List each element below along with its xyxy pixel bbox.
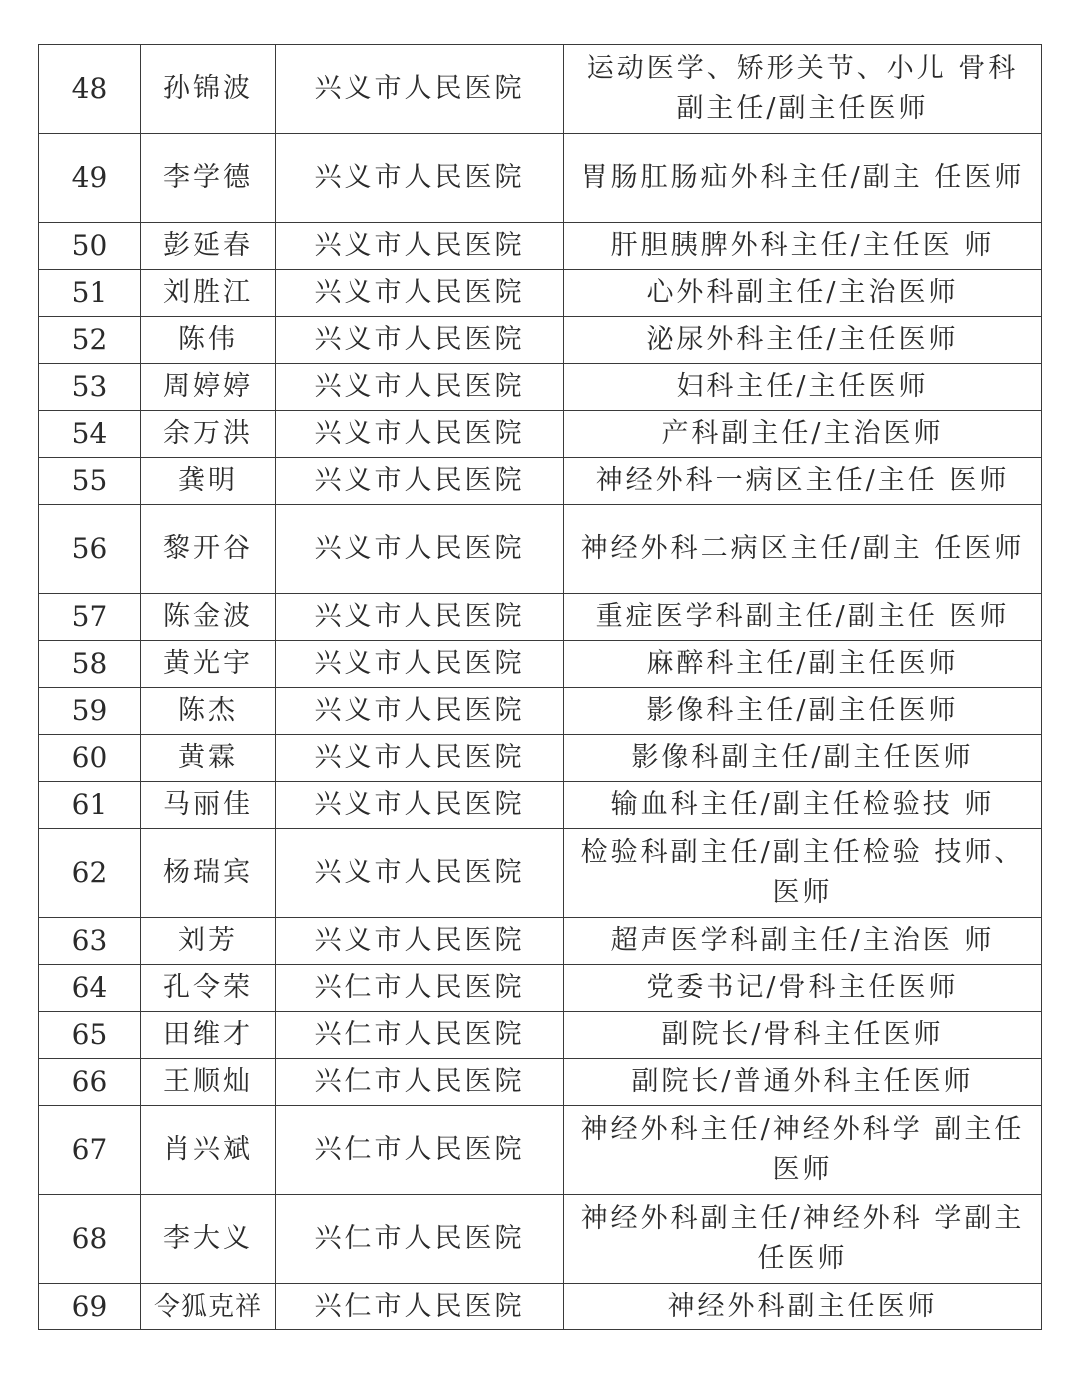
position-title: 运动医学、矫形关节、小儿 骨科副主任/副主任医师 xyxy=(564,45,1042,134)
hospital-name: 兴仁市人民医院 xyxy=(276,1059,564,1106)
doctor-name: 余万洪 xyxy=(141,411,276,458)
table-row xyxy=(39,317,1042,364)
hospital-name: 兴义市人民医院 xyxy=(276,641,564,688)
table-row xyxy=(39,782,1042,829)
row-number: 53 xyxy=(39,364,141,411)
hospital-name: 兴仁市人民医院 xyxy=(276,965,564,1012)
doctor-name: 黎开谷 xyxy=(141,505,276,594)
table-row xyxy=(39,1284,1042,1330)
doctor-name: 陈金波 xyxy=(141,594,276,641)
row-number: 61 xyxy=(39,782,141,829)
table-row xyxy=(39,1012,1042,1059)
hospital-name: 兴义市人民医院 xyxy=(276,458,564,505)
hospital-name: 兴仁市人民医院 xyxy=(276,1284,564,1330)
row-number: 52 xyxy=(39,317,141,364)
position-title: 副院长/骨科主任医师 xyxy=(564,1012,1042,1059)
hospital-name: 兴义市人民医院 xyxy=(276,134,564,223)
position-title: 麻醉科主任/副主任医师 xyxy=(564,641,1042,688)
position-title: 肝胆胰脾外科主任/主任医 师 xyxy=(564,223,1042,270)
table-row xyxy=(39,1106,1042,1195)
doctor-name: 田维才 xyxy=(141,1012,276,1059)
table-row xyxy=(39,45,1042,134)
position-title: 妇科主任/主任医师 xyxy=(564,364,1042,411)
position-title: 神经外科主任/神经外科学 副主任医师 xyxy=(564,1106,1042,1195)
doctor-name: 王顺灿 xyxy=(141,1059,276,1106)
table-row xyxy=(39,505,1042,594)
table-row xyxy=(39,270,1042,317)
hospital-name: 兴义市人民医院 xyxy=(276,829,564,918)
row-number: 67 xyxy=(39,1106,141,1195)
hospital-name: 兴仁市人民医院 xyxy=(276,1106,564,1195)
hospital-name: 兴义市人民医院 xyxy=(276,594,564,641)
row-number: 63 xyxy=(39,918,141,965)
doctor-name: 李学德 xyxy=(141,134,276,223)
hospital-name: 兴义市人民医院 xyxy=(276,735,564,782)
table-row xyxy=(39,458,1042,505)
doctor-name: 黄光宇 xyxy=(141,641,276,688)
table-row xyxy=(39,829,1042,918)
position-title: 胃肠肛肠疝外科主任/副主 任医师 xyxy=(564,134,1042,223)
position-title: 党委书记/骨科主任医师 xyxy=(564,965,1042,1012)
hospital-name: 兴义市人民医院 xyxy=(276,411,564,458)
hospital-name: 兴义市人民医院 xyxy=(276,918,564,965)
doctor-name: 彭延春 xyxy=(141,223,276,270)
row-number: 62 xyxy=(39,829,141,918)
position-title: 神经外科副主任医师 xyxy=(564,1284,1042,1330)
row-number: 66 xyxy=(39,1059,141,1106)
doctor-name: 刘胜江 xyxy=(141,270,276,317)
hospital-name: 兴仁市人民医院 xyxy=(276,1012,564,1059)
table-row xyxy=(39,1195,1042,1284)
doctor-name: 周婷婷 xyxy=(141,364,276,411)
hospital-name: 兴义市人民医院 xyxy=(276,364,564,411)
table-row xyxy=(39,364,1042,411)
doctor-name: 李大义 xyxy=(141,1195,276,1284)
hospital-name: 兴义市人民医院 xyxy=(276,505,564,594)
row-number: 51 xyxy=(39,270,141,317)
row-number: 68 xyxy=(39,1195,141,1284)
doctor-name: 令狐克祥 xyxy=(141,1284,276,1330)
row-number: 69 xyxy=(39,1284,141,1330)
doctor-name: 马丽佳 xyxy=(141,782,276,829)
table-row xyxy=(39,223,1042,270)
table-row xyxy=(39,641,1042,688)
row-number: 59 xyxy=(39,688,141,735)
position-title: 神经外科二病区主任/副主 任医师 xyxy=(564,505,1042,594)
position-title: 产科副主任/主治医师 xyxy=(564,411,1042,458)
position-title: 影像科副主任/副主任医师 xyxy=(564,735,1042,782)
position-title: 输血科主任/副主任检验技 师 xyxy=(564,782,1042,829)
position-title: 泌尿外科主任/主任医师 xyxy=(564,317,1042,364)
position-title: 影像科主任/副主任医师 xyxy=(564,688,1042,735)
table-row xyxy=(39,918,1042,965)
position-title: 副院长/普通外科主任医师 xyxy=(564,1059,1042,1106)
position-title: 神经外科一病区主任/主任 医师 xyxy=(564,458,1042,505)
table-row xyxy=(39,965,1042,1012)
table-row xyxy=(39,134,1042,223)
position-title: 检验科副主任/副主任检验 技师、医师 xyxy=(564,829,1042,918)
row-number: 60 xyxy=(39,735,141,782)
position-title: 重症医学科副主任/副主任 医师 xyxy=(564,594,1042,641)
row-number: 48 xyxy=(39,45,141,134)
doctor-name: 孔令荣 xyxy=(141,965,276,1012)
hospital-name: 兴义市人民医院 xyxy=(276,45,564,134)
hospital-name: 兴义市人民医院 xyxy=(276,317,564,364)
row-number: 55 xyxy=(39,458,141,505)
doctor-name: 陈伟 xyxy=(141,317,276,364)
row-number: 65 xyxy=(39,1012,141,1059)
table-row xyxy=(39,1059,1042,1106)
hospital-name: 兴义市人民医院 xyxy=(276,782,564,829)
doctor-name: 杨瑞宾 xyxy=(141,829,276,918)
row-number: 54 xyxy=(39,411,141,458)
hospital-name: 兴义市人民医院 xyxy=(276,223,564,270)
doctor-name: 陈杰 xyxy=(141,688,276,735)
table-row xyxy=(39,411,1042,458)
doctor-name: 龚明 xyxy=(141,458,276,505)
doctor-name: 孙锦波 xyxy=(141,45,276,134)
doctor-name: 刘芳 xyxy=(141,918,276,965)
row-number: 57 xyxy=(39,594,141,641)
row-number: 49 xyxy=(39,134,141,223)
hospital-name: 兴仁市人民医院 xyxy=(276,1195,564,1284)
table-row xyxy=(39,735,1042,782)
position-title: 心外科副主任/主治医师 xyxy=(564,270,1042,317)
table-row xyxy=(39,688,1042,735)
position-title: 神经外科副主任/神经外科 学副主任医师 xyxy=(564,1195,1042,1284)
hospital-name: 兴义市人民医院 xyxy=(276,270,564,317)
doctor-name: 黄霖 xyxy=(141,735,276,782)
doctor-list-table xyxy=(38,44,1042,1330)
row-number: 64 xyxy=(39,965,141,1012)
row-number: 50 xyxy=(39,223,141,270)
doctor-name: 肖兴斌 xyxy=(141,1106,276,1195)
row-number: 56 xyxy=(39,505,141,594)
position-title: 超声医学科副主任/主治医 师 xyxy=(564,918,1042,965)
hospital-name: 兴义市人民医院 xyxy=(276,688,564,735)
table-row xyxy=(39,594,1042,641)
row-number: 58 xyxy=(39,641,141,688)
